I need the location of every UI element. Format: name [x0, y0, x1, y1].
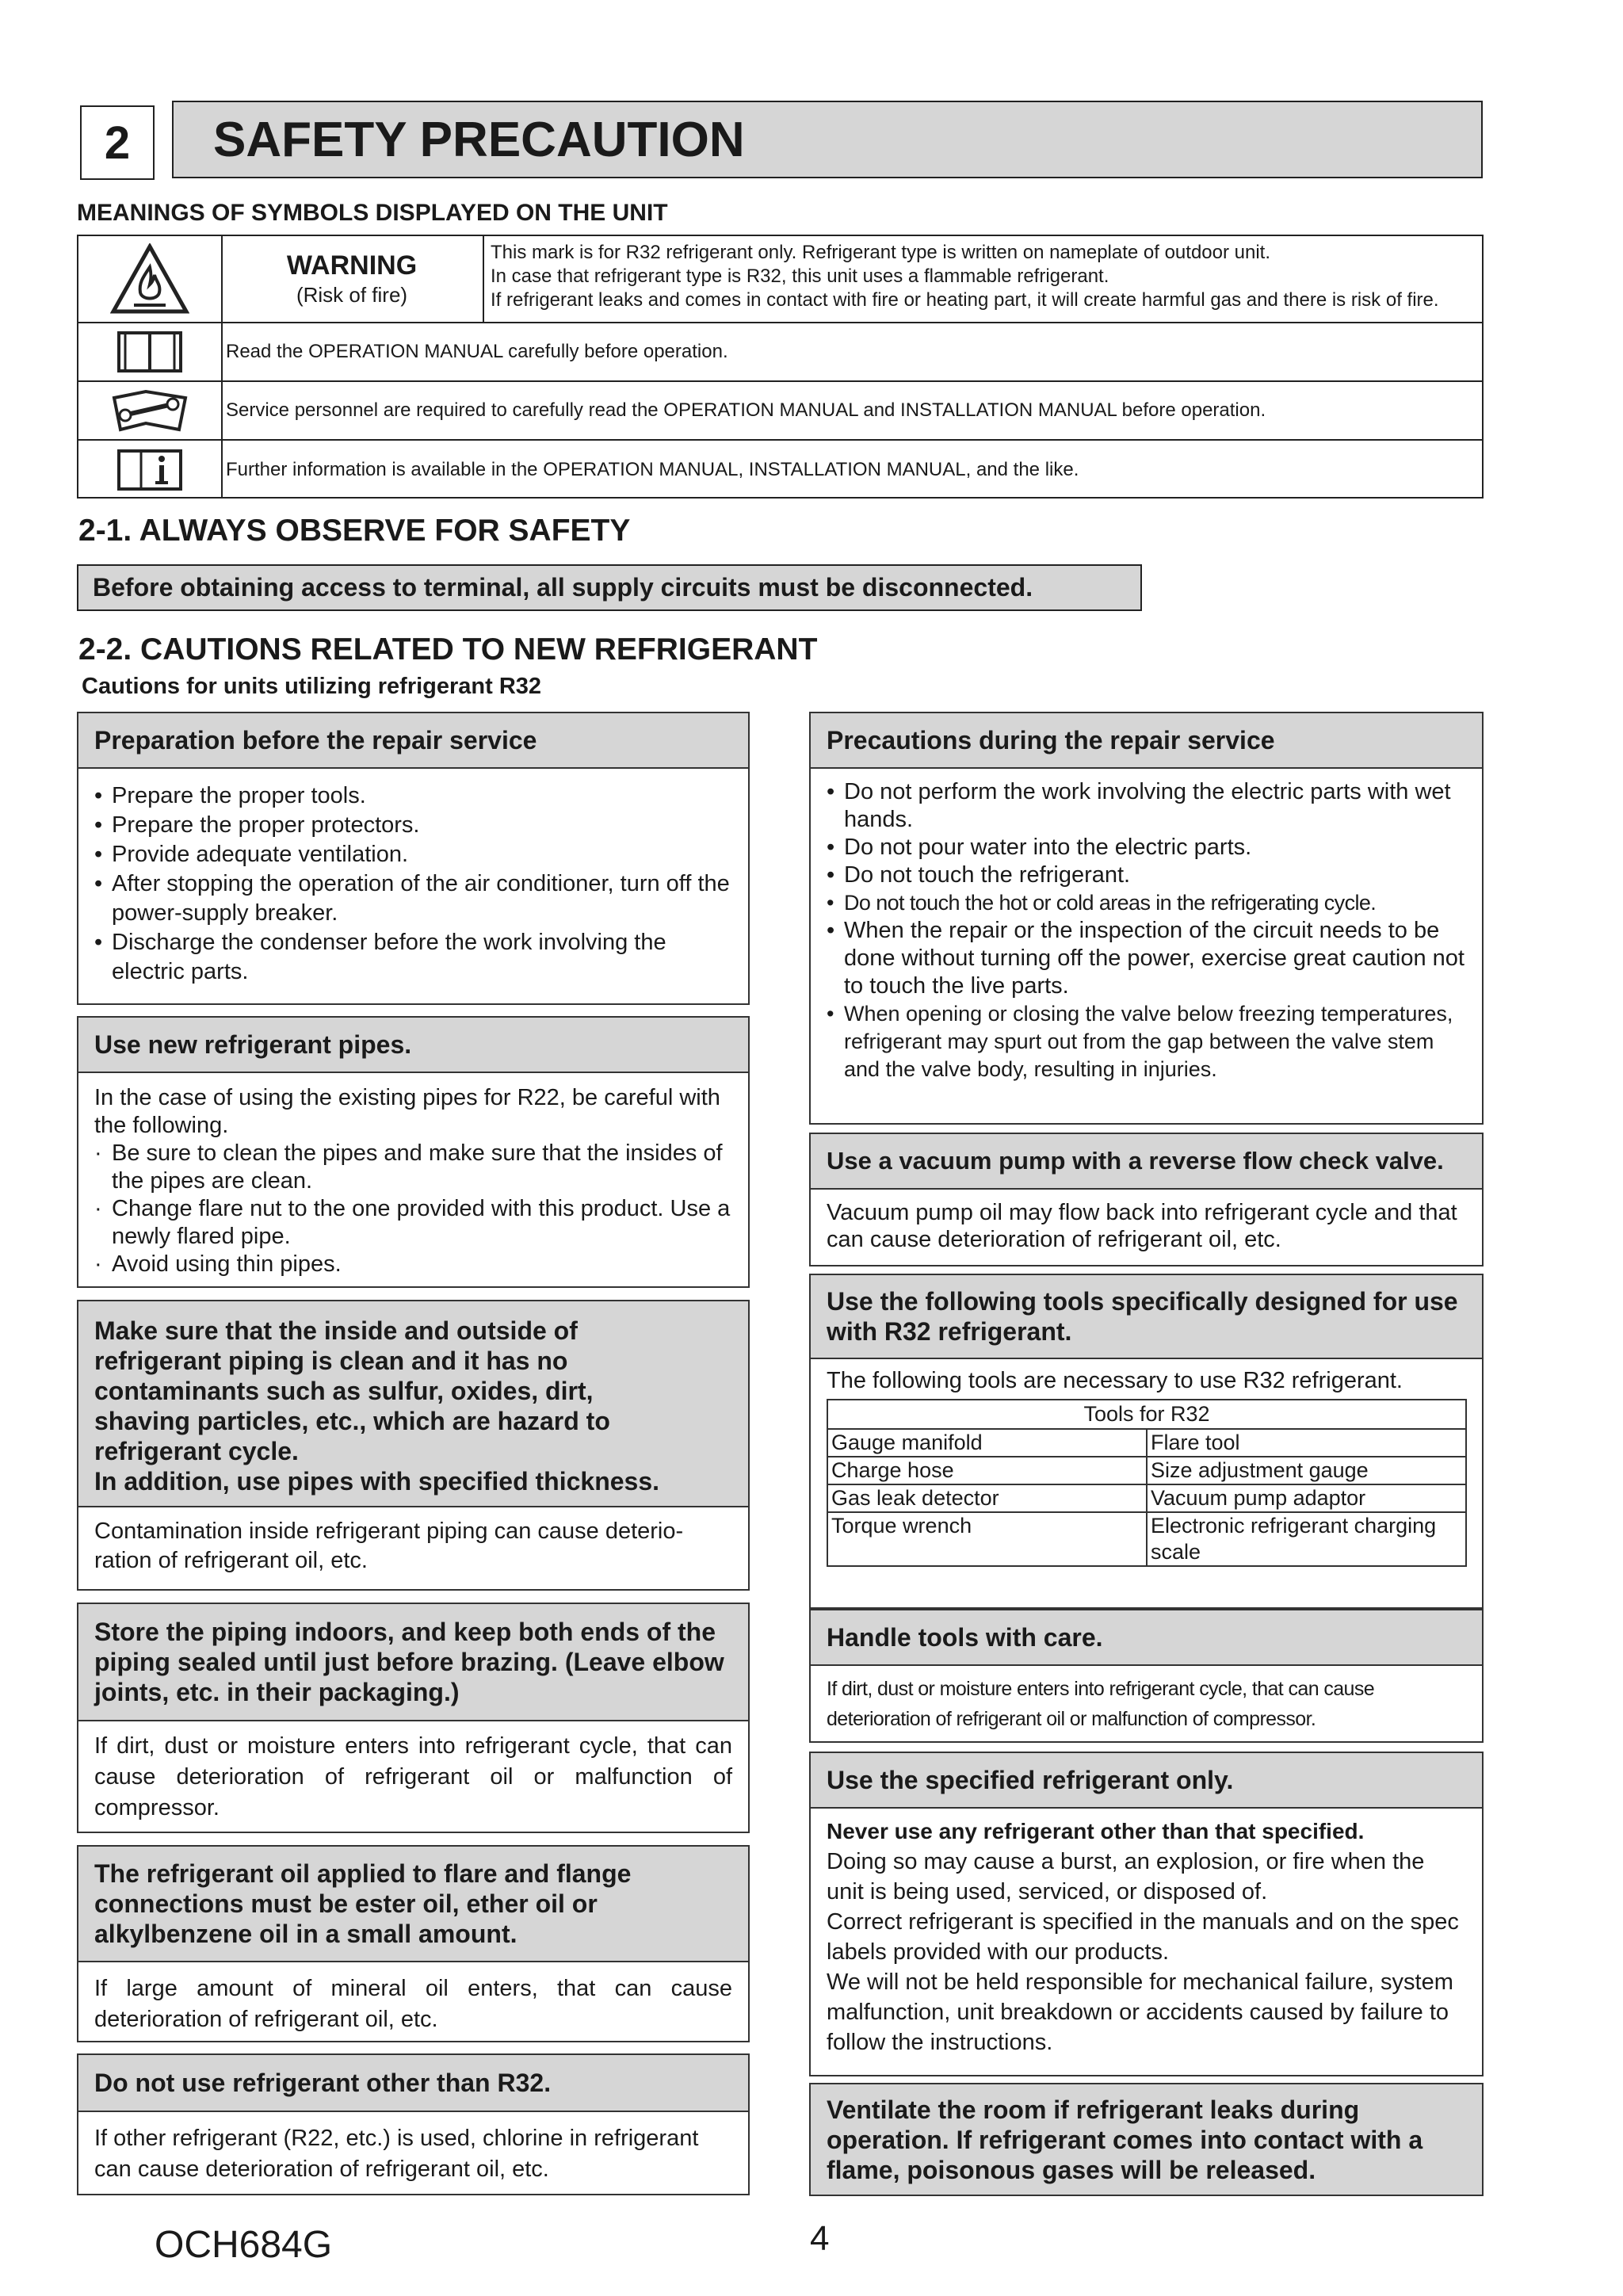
- list-item: • Do not perform the work involving the electric parts with wet hands.: [827, 778, 1466, 834]
- box-title: Ventilate the room if refrigerant leaks during operation. If refrigerant comes into contact with a flame, poisonous gases will be released.: [811, 2084, 1482, 2195]
- symbol-row-service: [78, 382, 1482, 441]
- section-number: 2: [80, 105, 155, 180]
- list-item: • Discharge the condenser before the work involving the electric parts.: [94, 928, 732, 987]
- table-cell: Flare tool: [1147, 1429, 1466, 1457]
- box-paragraph: Correct refrigerant is specified in the manuals and on the spec labels provided with our products.: [827, 1909, 1459, 1965]
- operation-manual-icon: [78, 323, 223, 380]
- list-item: • Do not touch the hot or cold areas in the refrigerating cycle.: [827, 889, 1466, 917]
- box-body: [78, 1073, 748, 1278]
- symbol-text: Further information is available in the OPERATION MANUAL, INSTALLATION MANUAL, and the like.: [226, 458, 1079, 480]
- preparation-list: [94, 781, 732, 987]
- box-title: Use a vacuum pump with a reverse flow check valve.: [811, 1134, 1482, 1190]
- table-cell: Charge hose: [827, 1457, 1147, 1484]
- r32-tools-box: [809, 1274, 1484, 1609]
- list-item: · Change flare nut to the one provided with this product. Use a newly flared pipe.: [94, 1195, 732, 1251]
- precautions-list: [827, 778, 1466, 1083]
- box-body: [78, 769, 748, 987]
- box-intro: In the case of using the existing pipes for R22, be careful with the following.: [94, 1085, 720, 1138]
- model-number: OCH684G: [155, 2224, 333, 2266]
- warning-line: If refrigerant leaks and comes in contact with fire or heating part, it will create harmful gas and there is risk of fire.: [491, 289, 1439, 311]
- title-line: refrigerant piping is clean and it has no: [94, 1347, 568, 1375]
- list-item: · Avoid using thin pipes.: [94, 1251, 732, 1278]
- list-item: · Be sure to clean the pipes and make sure that the insides of the pipes are clean.: [94, 1140, 732, 1195]
- symbol-row-operation: [78, 323, 1482, 382]
- list-item: • Provide adequate ventilation.: [94, 840, 732, 869]
- warning-label: WARNING: [286, 250, 418, 281]
- precautions-box: [809, 712, 1484, 1125]
- box-paragraph: Doing so may cause a burst, an explosion, or fire when the unit is being used, serviced, or disposed of.: [827, 1849, 1425, 1904]
- list-item: • Do not touch the refrigerant.: [827, 861, 1466, 889]
- list-item: • After stopping the operation of the air conditioner, turn off the power-supply breaker.: [94, 869, 732, 928]
- clean-piping-box: [77, 1300, 750, 1591]
- table-row: [827, 1484, 1466, 1512]
- box-title: Do not use refrigerant other than R32.: [78, 2055, 748, 2112]
- ventilate-box: [809, 2083, 1484, 2196]
- refrigerant-oil-box: [77, 1845, 750, 2042]
- safety-notice: Before obtaining access to terminal, all supply circuits must be disconnected.: [77, 564, 1142, 611]
- pipes-list: [94, 1140, 732, 1278]
- title-line: refrigerant cycle.: [94, 1437, 299, 1465]
- new-pipes-box: [77, 1016, 750, 1288]
- symbol-text: Service personnel are required to carefully read the OPERATION MANUAL and INSTALLATION MANUAL before operation.: [226, 399, 1266, 421]
- list-item: • Do not pour water into the electric parts.: [827, 834, 1466, 861]
- r32-only-box: [77, 2053, 750, 2195]
- box-body: Vacuum pump oil may flow back into refrigerant cycle and that can cause deterioration of refrigerant oil, etc.: [827, 1200, 1457, 1252]
- box-warning: Never use any refrigerant other than that specified.: [827, 1819, 1365, 1843]
- table-row: [827, 1429, 1466, 1457]
- box-body: If dirt, dust or moisture enters into refrigerant cycle, that can cause deterioration of refrigerant oil or malfunction of compressor.: [94, 1733, 732, 1820]
- warning-sub: (Risk of fire): [296, 283, 408, 307]
- symbols-table: [77, 235, 1484, 499]
- list-item: • Prepare the proper protectors.: [94, 811, 732, 840]
- table-cell: Gas leak detector: [827, 1484, 1147, 1512]
- box-intro: The following tools are necessary to use R32 refrigerant.: [827, 1368, 1403, 1393]
- box-title: Precautions during the repair service: [811, 713, 1482, 769]
- vacuum-pump-box: [809, 1133, 1484, 1266]
- page-number: 4: [810, 2219, 830, 2258]
- symbol-text: Read the OPERATION MANUAL carefully before operation.: [226, 341, 728, 362]
- table-cell: Vacuum pump adaptor: [1147, 1484, 1466, 1512]
- table-row: [827, 1457, 1466, 1484]
- handle-tools-box: [809, 1609, 1484, 1743]
- symbols-heading: MEANINGS OF SYMBOLS DISPLAYED ON THE UNIT: [77, 200, 668, 226]
- box-body: [811, 1809, 1482, 2057]
- store-piping-box: [77, 1603, 750, 1833]
- box-body: If dirt, dust or moisture enters into refrigerant cycle, that can cause deterioration of refrigerant oil or malfunction of compressor.: [827, 1678, 1375, 1730]
- section-2-2-heading: 2-2. CAUTIONS RELATED TO NEW REFRIGERANT: [78, 632, 818, 667]
- section-2-2-subheading: Cautions for units utilizing refrigerant R32: [82, 674, 542, 699]
- title-line: In addition, use pipes with specified thickness.: [94, 1467, 660, 1496]
- table-row: [827, 1512, 1466, 1566]
- warning-line: In case that refrigerant type is R32, this unit uses a flammable refrigerant.: [491, 266, 1109, 287]
- box-paragraph: We will not be held responsible for mechanical failure, system malfunction, unit breakdown or accidents caused by failure to follow the instructions.: [827, 1969, 1453, 2055]
- service-manual-icon: [78, 382, 223, 439]
- box-title: Preparation before the repair service: [78, 713, 748, 769]
- table-cell: Torque wrench: [827, 1512, 1147, 1566]
- symbol-row-information: [78, 441, 1482, 499]
- box-title: Handle tools with care.: [811, 1610, 1482, 1666]
- tools-table-header: Tools for R32: [827, 1400, 1466, 1429]
- table-cell: Gauge manifold: [827, 1429, 1147, 1457]
- box-title: [78, 1301, 748, 1507]
- table-cell: Electronic refrigerant charging scale: [1147, 1512, 1466, 1566]
- title-line: Make sure that the inside and outside of: [94, 1316, 578, 1345]
- box-title: Use new refrigerant pipes.: [78, 1018, 748, 1073]
- box-title: Use the specified refrigerant only.: [811, 1753, 1482, 1809]
- box-body: If large amount of mineral oil enters, that can cause deterioration of refrigerant oil, etc.: [94, 1976, 732, 2032]
- box-title: Store the piping indoors, and keep both ends of the piping sealed until just before brazing. (Leave elbow joints, etc. in their packaging.): [78, 1604, 748, 1721]
- warning-label-cell: [221, 236, 484, 322]
- section-2-1-heading: 2-1. ALWAYS OBSERVE FOR SAFETY: [78, 514, 631, 548]
- warning-line: This mark is for R32 refrigerant only. Refrigerant type is written on nameplate of outdoor unit.: [491, 242, 1271, 263]
- box-body: If other refrigerant (R22, etc.) is used, chlorine in refrigerant can cause deterioration of refrigerant oil, etc.: [94, 2126, 699, 2182]
- list-item: • When opening or closing the valve below freezing temperatures, refrigerant may spurt out from the gap between the valve stem and the valve body, resulting in injuries.: [827, 1000, 1466, 1083]
- title-line: contaminants such as sulfur, oxides, dirt,: [94, 1377, 594, 1405]
- list-item: • When the repair or the inspection of the circuit needs to be done without turning off the power, exercise great caution not to touch the live parts.: [827, 917, 1466, 1000]
- box-body: [811, 1359, 1482, 1567]
- warning-text: [491, 241, 1439, 312]
- specified-refrigerant-box: [809, 1752, 1484, 2076]
- title-line: shaving particles, etc., which are hazard to: [94, 1407, 610, 1435]
- box-body: Contamination inside refrigerant piping can cause deterio-ration of refrigerant oil, etc.: [94, 1519, 684, 1573]
- preparation-box: [77, 712, 750, 1005]
- box-title: Use the following tools specifically designed for use with R32 refrigerant.: [811, 1275, 1482, 1359]
- tools-table: [827, 1399, 1467, 1567]
- list-item: • Prepare the proper tools.: [94, 781, 732, 811]
- flammable-warning-icon: [78, 236, 223, 322]
- information-manual-icon: [78, 441, 223, 499]
- page-title: SAFETY PRECAUTION: [172, 101, 1483, 178]
- box-title: The refrigerant oil applied to flare and flange connections must be ester oil, ether oil or alkylbenzene oil in a small amount.: [78, 1847, 748, 1962]
- symbol-row-warning: [78, 236, 1482, 323]
- box-body: [811, 769, 1482, 1083]
- table-cell: Size adjustment gauge: [1147, 1457, 1466, 1484]
